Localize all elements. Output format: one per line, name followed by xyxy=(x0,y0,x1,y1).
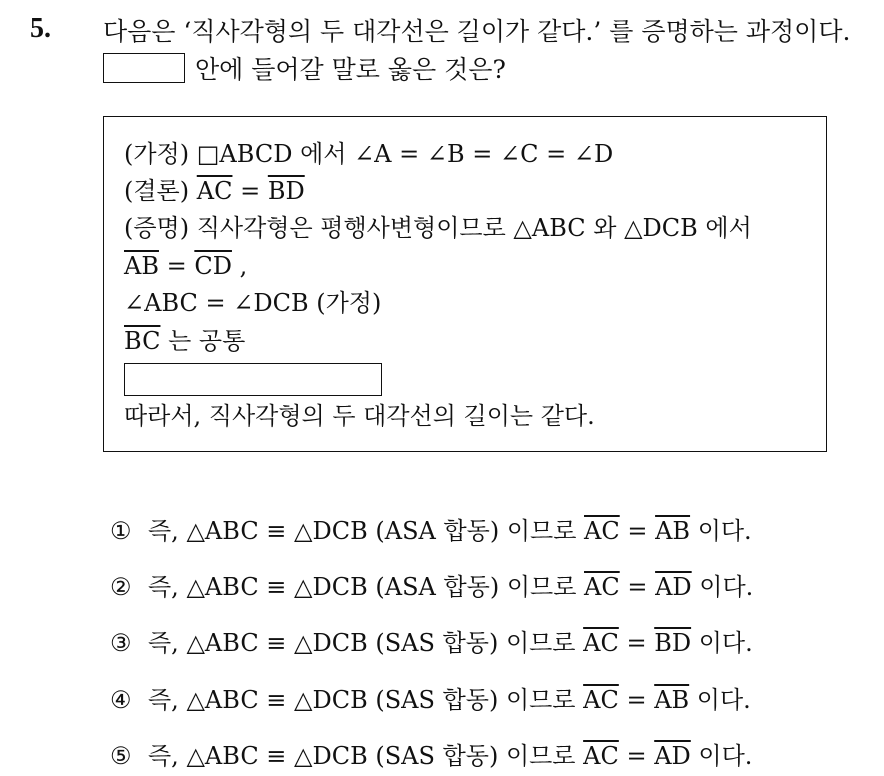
segment-ab: $\overline{AB}$ xyxy=(124,252,159,280)
common-text: 는 공통 xyxy=(160,327,246,355)
choice-seg1: $\overline{AC}$ xyxy=(584,517,620,545)
segment-bc: $\overline{BC}$ xyxy=(124,327,161,355)
segment-ac: $\overline{AC}$ xyxy=(196,177,233,205)
choice-suffix: 이다. xyxy=(691,629,753,657)
choice-suffix: 이다. xyxy=(689,686,751,714)
choice-eq: = xyxy=(618,686,655,714)
choice-1[interactable] xyxy=(110,516,752,546)
question-number: 5. xyxy=(30,13,51,44)
choice-prefix: 즉, △ABC ≡ △DCB (SAS 합동) 이므로 xyxy=(148,742,584,770)
choice-seg1: $\overline{AC}$ xyxy=(583,629,619,657)
choice-prefix: 즉, △ABC ≡ △DCB (SAS 합동) 이므로 xyxy=(148,686,584,714)
choice-2[interactable] xyxy=(110,572,753,602)
proof-conclusion xyxy=(124,176,305,206)
choice-seg2: $\overline{AD}$ xyxy=(654,742,691,770)
choice-mark: ⑤ xyxy=(110,742,132,770)
choice-4[interactable] xyxy=(110,685,751,715)
proof-box xyxy=(103,116,827,452)
proof-line-ab-cd xyxy=(124,251,247,281)
segment-cd: $\overline{CD}$ xyxy=(194,252,232,280)
choice-prefix: 즉, △ABC ≡ △DCB (ASA 합동) 이므로 xyxy=(148,573,585,601)
choice-seg1: $\overline{AC}$ xyxy=(583,742,619,770)
assumption-label: (가정) xyxy=(124,140,190,168)
choice-mark: ④ xyxy=(110,686,132,714)
choice-suffix: 이다. xyxy=(691,573,754,601)
segment-bd: $\overline{BD}$ xyxy=(267,177,305,205)
choice-seg2: $\overline{AD}$ xyxy=(655,573,692,601)
choice-prefix: 즉, △ABC ≡ △DCB (SAS 합동) 이므로 xyxy=(148,629,584,657)
choice-seg1: $\overline{AC}$ xyxy=(584,573,620,601)
choice-eq: = xyxy=(618,742,655,770)
proof-label: (증명) xyxy=(124,214,190,242)
assumption-text: □ABCD 에서 ∠A = ∠B = ∠C = ∠D xyxy=(196,140,614,168)
choice-5[interactable] xyxy=(110,741,752,771)
choice-suffix: 이다. xyxy=(690,742,753,770)
proof-start xyxy=(124,213,752,243)
proof-line-angle: ∠ABC = ∠DCB (가정) xyxy=(124,289,382,317)
proof-line-common xyxy=(124,326,245,356)
choice-seg2: $\overline{AB}$ xyxy=(655,517,691,545)
conclusion-label: (결론) xyxy=(124,177,190,205)
choice-3[interactable] xyxy=(110,628,753,658)
blank-box-reference xyxy=(103,53,185,83)
choice-eq: = xyxy=(619,517,656,545)
choice-eq: = xyxy=(618,629,655,657)
choice-eq: = xyxy=(619,573,656,601)
choice-seg1: $\overline{AC}$ xyxy=(583,686,619,714)
proof-blank-box xyxy=(124,363,382,396)
choice-suffix: 이다. xyxy=(690,517,752,545)
equals-sign: = xyxy=(158,252,195,280)
choice-mark: ② xyxy=(110,573,132,601)
proof-start-text: 직사각형은 평행사변형이므로 △ABC 와 △DCB 에서 xyxy=(196,214,752,242)
choice-mark: ① xyxy=(110,517,132,545)
proof-assumption xyxy=(124,139,613,169)
choice-prefix: 즉, △ABC ≡ △DCB (ASA 합동) 이므로 xyxy=(148,517,585,545)
comma: , xyxy=(231,252,248,280)
choice-seg2: $\overline{BD}$ xyxy=(654,629,692,657)
question-stem-line1: 다음은 ‘직사각형의 두 대각선은 길이가 같다.’ 를 증명하는 과정이다. xyxy=(103,17,851,46)
choice-mark: ③ xyxy=(110,629,132,657)
question-stem-line2-row xyxy=(103,50,506,86)
question-stem-line2: 안에 들어갈 말로 옳은 것은? xyxy=(195,55,506,84)
proof-final: 따라서, 직사각형의 두 대각선의 길이는 같다. xyxy=(124,402,595,430)
equals-sign: = xyxy=(232,177,268,205)
choice-seg2: $\overline{AB}$ xyxy=(654,686,690,714)
